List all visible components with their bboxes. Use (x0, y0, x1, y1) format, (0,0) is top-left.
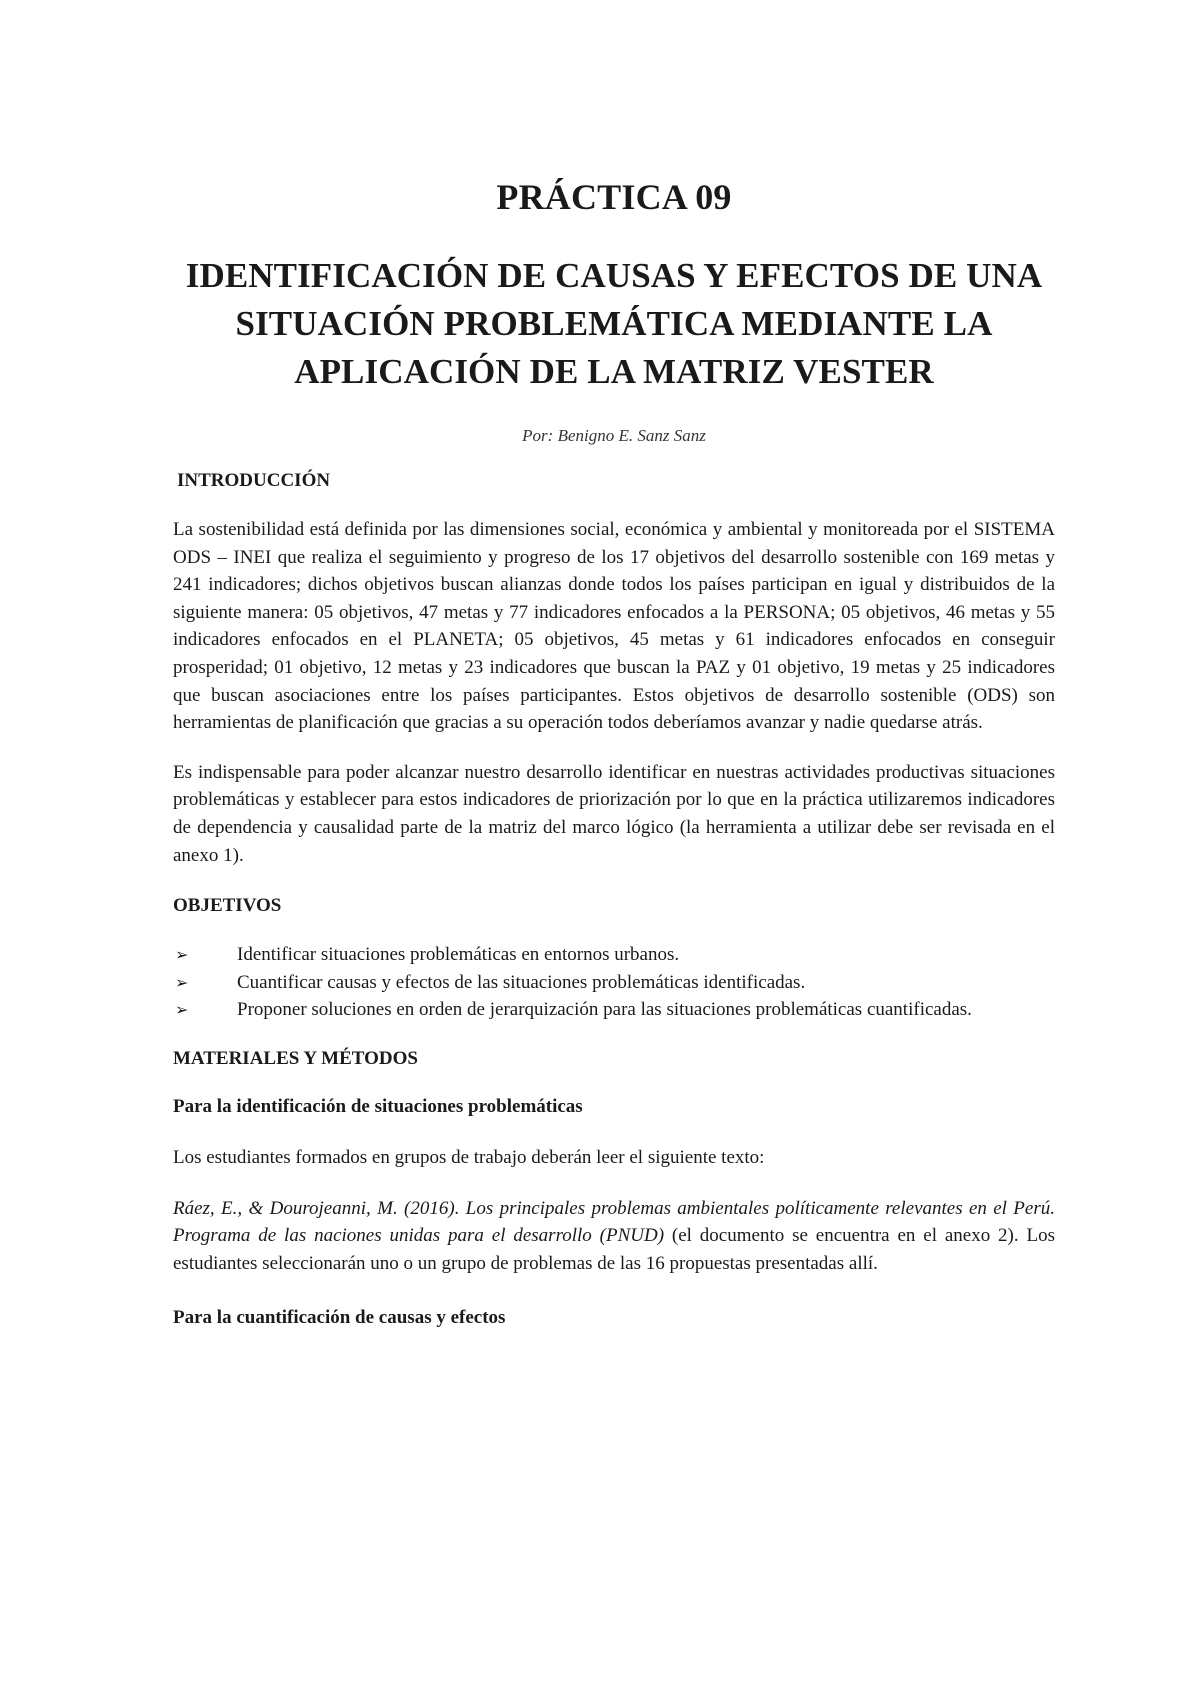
title-line-3: APLICACIÓN DE LA MATRIZ VESTER (294, 352, 934, 391)
list-item (173, 969, 1055, 997)
list-item (173, 996, 1055, 1024)
title-line-1: IDENTIFICACIÓN DE CAUSAS Y EFECTOS DE UNA (185, 256, 1043, 295)
page-content (173, 175, 1055, 1331)
introduction-heading: INTRODUCCIÓN (177, 470, 331, 491)
list-item (173, 941, 1055, 969)
intro-paragraph-1: La sostenibilidad está definida por las dimensiones social, económica y ambiental y monitoreada por el SISTEMA ODS – INEI que realiza el seguimiento y progreso de los 17 objetivos del desarrollo sostenible con 169 metas y 241 indicadores; dichos objetivos buscan alianzas donde todos los países participan en igual y distribuidos de la siguiente manera: 05 objetivos, 47 metas y 77 indicadores enfocados a la PERSONA; 05 objetivos, 46 metas y 55 indicadores enfocados en el PLANETA; 05 objetivos, 45 metas y 61 indicadores enfocados en conseguir prosperidad; 01 objetivo, 12 metas y 23 indicadores que buscan la PAZ y 01 objetivo, 19 metas y 25 indicadores que buscan asociaciones entre los países participantes. Estos objetivos de desarrollo sostenible (ODS) son herramientas de planificación que gracias a su operación todos deberíamos avanzar y nadie quedarse atrás. (173, 519, 1055, 734)
objectives-list (173, 941, 1055, 1024)
objectives-heading: OBJETIVOS (173, 895, 282, 917)
instruction-text: Los estudiantes formados en grupos de trabajo deberán leer el siguiente texto: (173, 1146, 765, 1168)
reference-paragraph (173, 1195, 1055, 1278)
objective-text: Identificar situaciones problemáticas en entornos urbanos. (237, 944, 680, 966)
title-line-2: SITUACIÓN PROBLEMÁTICA MEDIANTE LA (235, 304, 993, 343)
materials-methods-heading: MATERIALES Y MÉTODOS (173, 1047, 418, 1069)
practice-title: PRÁCTICA 09 (496, 177, 732, 217)
identification-subheading: Para la identificación de situaciones problemáticas (173, 1095, 583, 1117)
objective-text: Cuantificar causas y efectos de las situaciones problemáticas identificadas. (237, 971, 806, 993)
arrow-bullet-icon: ➢ (175, 972, 189, 992)
arrow-bullet-icon: ➢ (175, 945, 189, 965)
author-byline: Por: Benigno E. Sanz Sanz (522, 426, 706, 445)
intro-paragraph-2: Es indispensable para poder alcanzar nuestro desarrollo identificar en nuestras actividades productivas situaciones problemáticas y establecer para estos indicadores de priorización por lo que en la práctica utilizaremos indicadores de dependencia y causalidad parte de la matriz del marco lógico (la herramienta a utilizar debe ser revisada en el anexo 1). (173, 761, 1055, 866)
reference-note: (el documento se encuentra en el anexo 2). Los estudiantes seleccionarán uno o un grupo de problemas de las 16 propuestas presentadas allí. (173, 1225, 1055, 1274)
quantification-subheading: Para la cuantificación de causas y efectos (173, 1307, 506, 1329)
objective-text: Proponer soluciones en orden de jerarquización para las situaciones problemáticas cuantificadas. (237, 999, 972, 1021)
document-title (173, 252, 1055, 396)
reference-citation: Ráez, E., & Dourojeanni, M. (2016). Los principales problemas ambientales políticamente relevantes en el Perú. Programa de las naciones unidas para el desarrollo (PNUD) (173, 1197, 1055, 1247)
arrow-bullet-icon: ➢ (175, 1000, 189, 1020)
